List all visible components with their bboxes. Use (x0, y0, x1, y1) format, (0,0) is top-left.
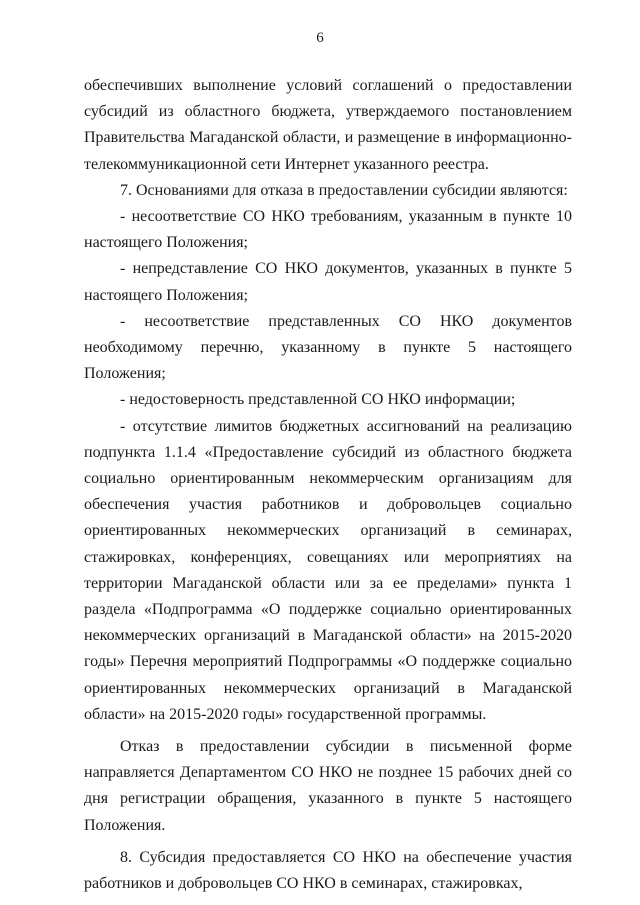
paragraph-refusal-ground-1: - несоответствие СО НКО требованиям, указанным в пункте 10 настоящего Положения; (84, 208, 572, 252)
paragraph-refusal-notice: Отказ в предоставлении субсидии в письменной форме направляется Департаментом СО НКО не позднее 15 рабочих дней со дня регистрации обращения, указанного в пункте 5 настоящего Положения. (84, 738, 572, 834)
paragraph-refusal-ground-4: - недостоверность представленной СО НКО информации; (120, 391, 516, 409)
page-number: 6 (316, 30, 324, 46)
paragraph-refusal-ground-3: - несоответствие представленных СО НКО документов необходимому перечню, указанному в пункте 5 настоящего Положения; (84, 312, 572, 383)
document-body (84, 73, 572, 897)
paragraph-registry-continuation: обеспечивших выполнение условий соглашений о предоставлении субсидий из областного бюджета, утверждаемого постановлением Правительства Магаданской области, и размещение в информационно-телекоммуникационной сети Интернет указанного реестра. (84, 77, 572, 173)
paragraph-refusal-ground-2: - непредставление СО НКО документов, указанных в пункте 5 настоящего Положения; (84, 260, 572, 304)
paragraph-refusal-ground-5: - отсутствие лимитов бюджетных ассигнований на реализацию подпункта 1.1.4 «Предоставление субсидий из областного бюджета социально ориентированным некоммерческим организациям для обеспечения участия работников и добровольцев социально ориентированных некоммерческих организаций в семинарах, стажировках, конференциях, совещаниях или мероприятиях на территории Магаданской области или за ее пределами» пункта 1 раздела «Подпрограмма «О поддержке социально ориентированных некоммерческих организаций в Магаданской области» на 2015-2020 годы» Перечня мероприятий Подпрограммы «О поддержке социально ориентированных некоммерческих организаций в Магаданской области» на 2015-2020 годы» государственной программы. (84, 417, 572, 723)
paragraph-refusal-grounds-heading: 7. Основаниями для отказа в предоставлении субсидии являются: (120, 181, 568, 199)
paragraph-subsidy-purpose: 8. Субсидия предоставляется СО НКО на обеспечение участия работников и добровольцев СО НКО в семинарах, стажировках, (84, 848, 572, 893)
